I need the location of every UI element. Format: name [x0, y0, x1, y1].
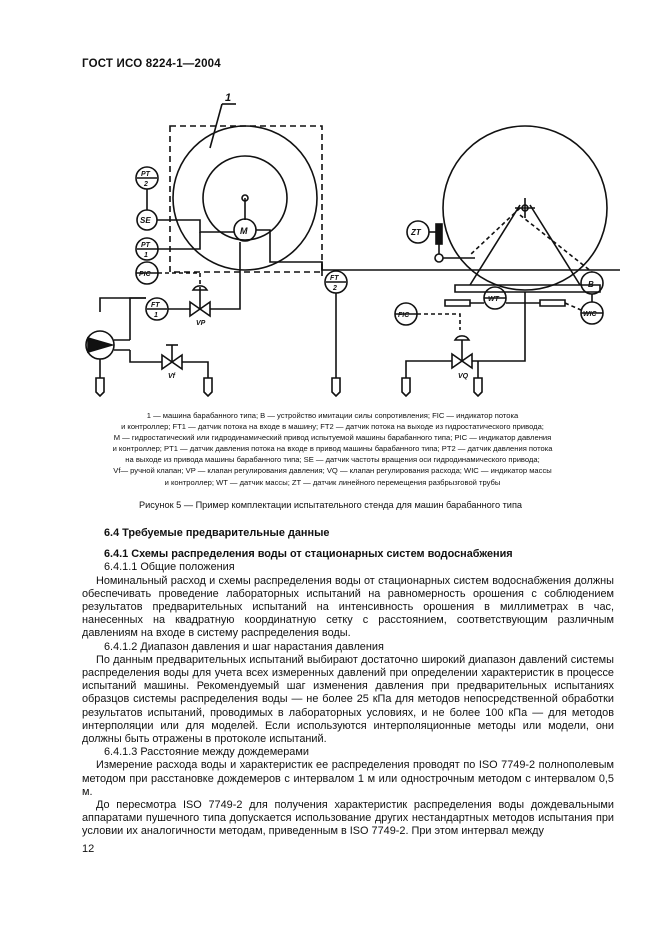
svg-text:ZT: ZT: [411, 228, 421, 237]
legend-line: Vf— ручной клапан; VP — клапан регулирования давления; VQ — клапан регулирования расхода; WIC — индикатор массы: [113, 466, 552, 476]
ft1-sensor: [146, 298, 168, 320]
paragraph: Измерение расхода воды и характеристик ее распределения проводят по ISO 7749-2 полнополевым методом при расстановке дождемеров с интервалом 1 м или однострочным методом с интервалом 0,5 м.: [82, 759, 614, 798]
fic-controller-1: [395, 303, 460, 330]
subsection-6-4-1-2: 6.4.1.2 Диапазон давления и шаг нарастания давления: [104, 640, 384, 653]
ft2-sensor: [325, 271, 347, 396]
legend-line: M — гидростатический или гидродинамический привод испытуемой машины барабанного типа; PIC — индикатор давления: [113, 433, 552, 443]
subsection-6-4-1-3: 6.4.1.3 Расстояние между дождемерами: [104, 746, 309, 759]
wic-controller: [565, 302, 603, 324]
section-heading-6-4: 6.4 Требуемые предварительные данные: [104, 527, 330, 539]
paragraph: До пересмотра ISO 7749-2 для получения характеристик распределения воды дождевальными аппаратами пушечного типа допускается использование других нестандартных методов испытания при условии их аналогичности методам, приведенным в ISO 7749-2. При этом интервал между: [82, 799, 614, 838]
svg-text:PIC: PIC: [139, 271, 151, 278]
svg-text:2: 2: [333, 285, 337, 292]
vq-valve: [402, 292, 525, 396]
subsection-6-4-1-1: 6.4.1.1 Общие положения: [104, 561, 235, 574]
se-sensor: [137, 210, 234, 232]
section-heading-6-4-1: 6.4.1 Схемы распределения воды от стационарных систем водоснабжения: [104, 548, 513, 561]
svg-text:FIC: FIC: [398, 312, 410, 319]
svg-text:M: M: [240, 226, 248, 236]
svg-text:WT: WT: [488, 296, 499, 303]
pt2-sensor: [136, 167, 158, 210]
svg-text:WIC: WIC: [583, 311, 597, 318]
svg-text:2: 2: [144, 181, 148, 188]
svg-text:FT: FT: [151, 302, 160, 309]
motor-m: [234, 219, 256, 241]
svg-text:VQ: VQ: [458, 373, 469, 380]
legend-line: и контроллер; FT1 — датчик потока на входе в машину; FT2 — датчик потока на выходе из гидростатического привода;: [121, 422, 544, 432]
ref-label-1: [210, 92, 236, 148]
paragraph: Номинальный расход и схемы распределения воды от стационарных систем водоснабжения должны обеспечивать проведение лабораторных испытаний на равномерность орошения с соблюдением результатов предварительных испытаний на интенсивность орошения в миллиметрах в час, нанесенных на квадратную координатную сетку с расстоянием, соответствующим различным давлениям на входе в систему распределения воды.: [82, 574, 614, 640]
figure-caption: Рисунок 5 — Пример комплектации испытательного стенда для машин барабанного типа: [138, 500, 523, 510]
svg-text:VP: VP: [196, 320, 206, 327]
zt-sensor: [407, 221, 475, 262]
pump: [86, 298, 146, 378]
svg-text:1: 1: [225, 92, 232, 104]
vp-valve: [190, 286, 210, 327]
svg-text:PT: PT: [141, 171, 150, 178]
page-number: 12: [82, 843, 95, 855]
legend-line: 1 — машина барабанного типа; B — устройство имитации силы сопротивления; FIC — индикатор потока: [146, 411, 519, 420]
vf-valve: [130, 345, 208, 380]
figure-legend: [60, 410, 605, 488]
svg-text:PT: PT: [141, 242, 150, 249]
paragraph: По данным предварительных испытаний выбирают достаточно широкий диапазон давлений системы распределения воды для учета всех измеренных давлений при определении характеристик в процессе испытаний машины. Рекомендуемый шаг изменения давления при предварительных испытаниях образцов системы распределения воды — не более 25 кПа для методов непосредственной обработки результатов испытаний, проводимых в лабораторных условиях, и не более 100 кПа — для методов интерполяции или для моделей. Если используются интерполяционные методы или модели, они должны быть отражены в протоколе испытаний.: [82, 653, 614, 746]
page-header: ГОСТ ИСО 8224-1—2004: [82, 58, 221, 70]
svg-text:1: 1: [154, 312, 158, 319]
legend-line: и контроллер; PT1 — датчик давления потока на входе в привод машины барабанного типа; PT2 — датчик давления потока: [112, 444, 553, 454]
svg-text:1: 1: [144, 252, 148, 259]
drum-machine-left: [170, 126, 322, 272]
legend-line: на выходе из привода машины барабанного типа; SE — датчик частоты вращения оси гидродинамического привода;: [125, 455, 540, 465]
svg-text:FT: FT: [330, 275, 339, 282]
test-bench-diagram: [0, 80, 661, 410]
svg-text:SE: SE: [140, 216, 151, 225]
pt1-sensor: [136, 238, 158, 260]
svg-text:B: B: [588, 280, 594, 289]
pic-controller: [136, 262, 200, 290]
legend-line: и контроллер; WT — датчик массы; ZT — датчик линейного перемещения разбрызговой трубы: [164, 477, 501, 487]
svg-text:Vf: Vf: [168, 373, 175, 380]
body-text: [82, 521, 614, 839]
